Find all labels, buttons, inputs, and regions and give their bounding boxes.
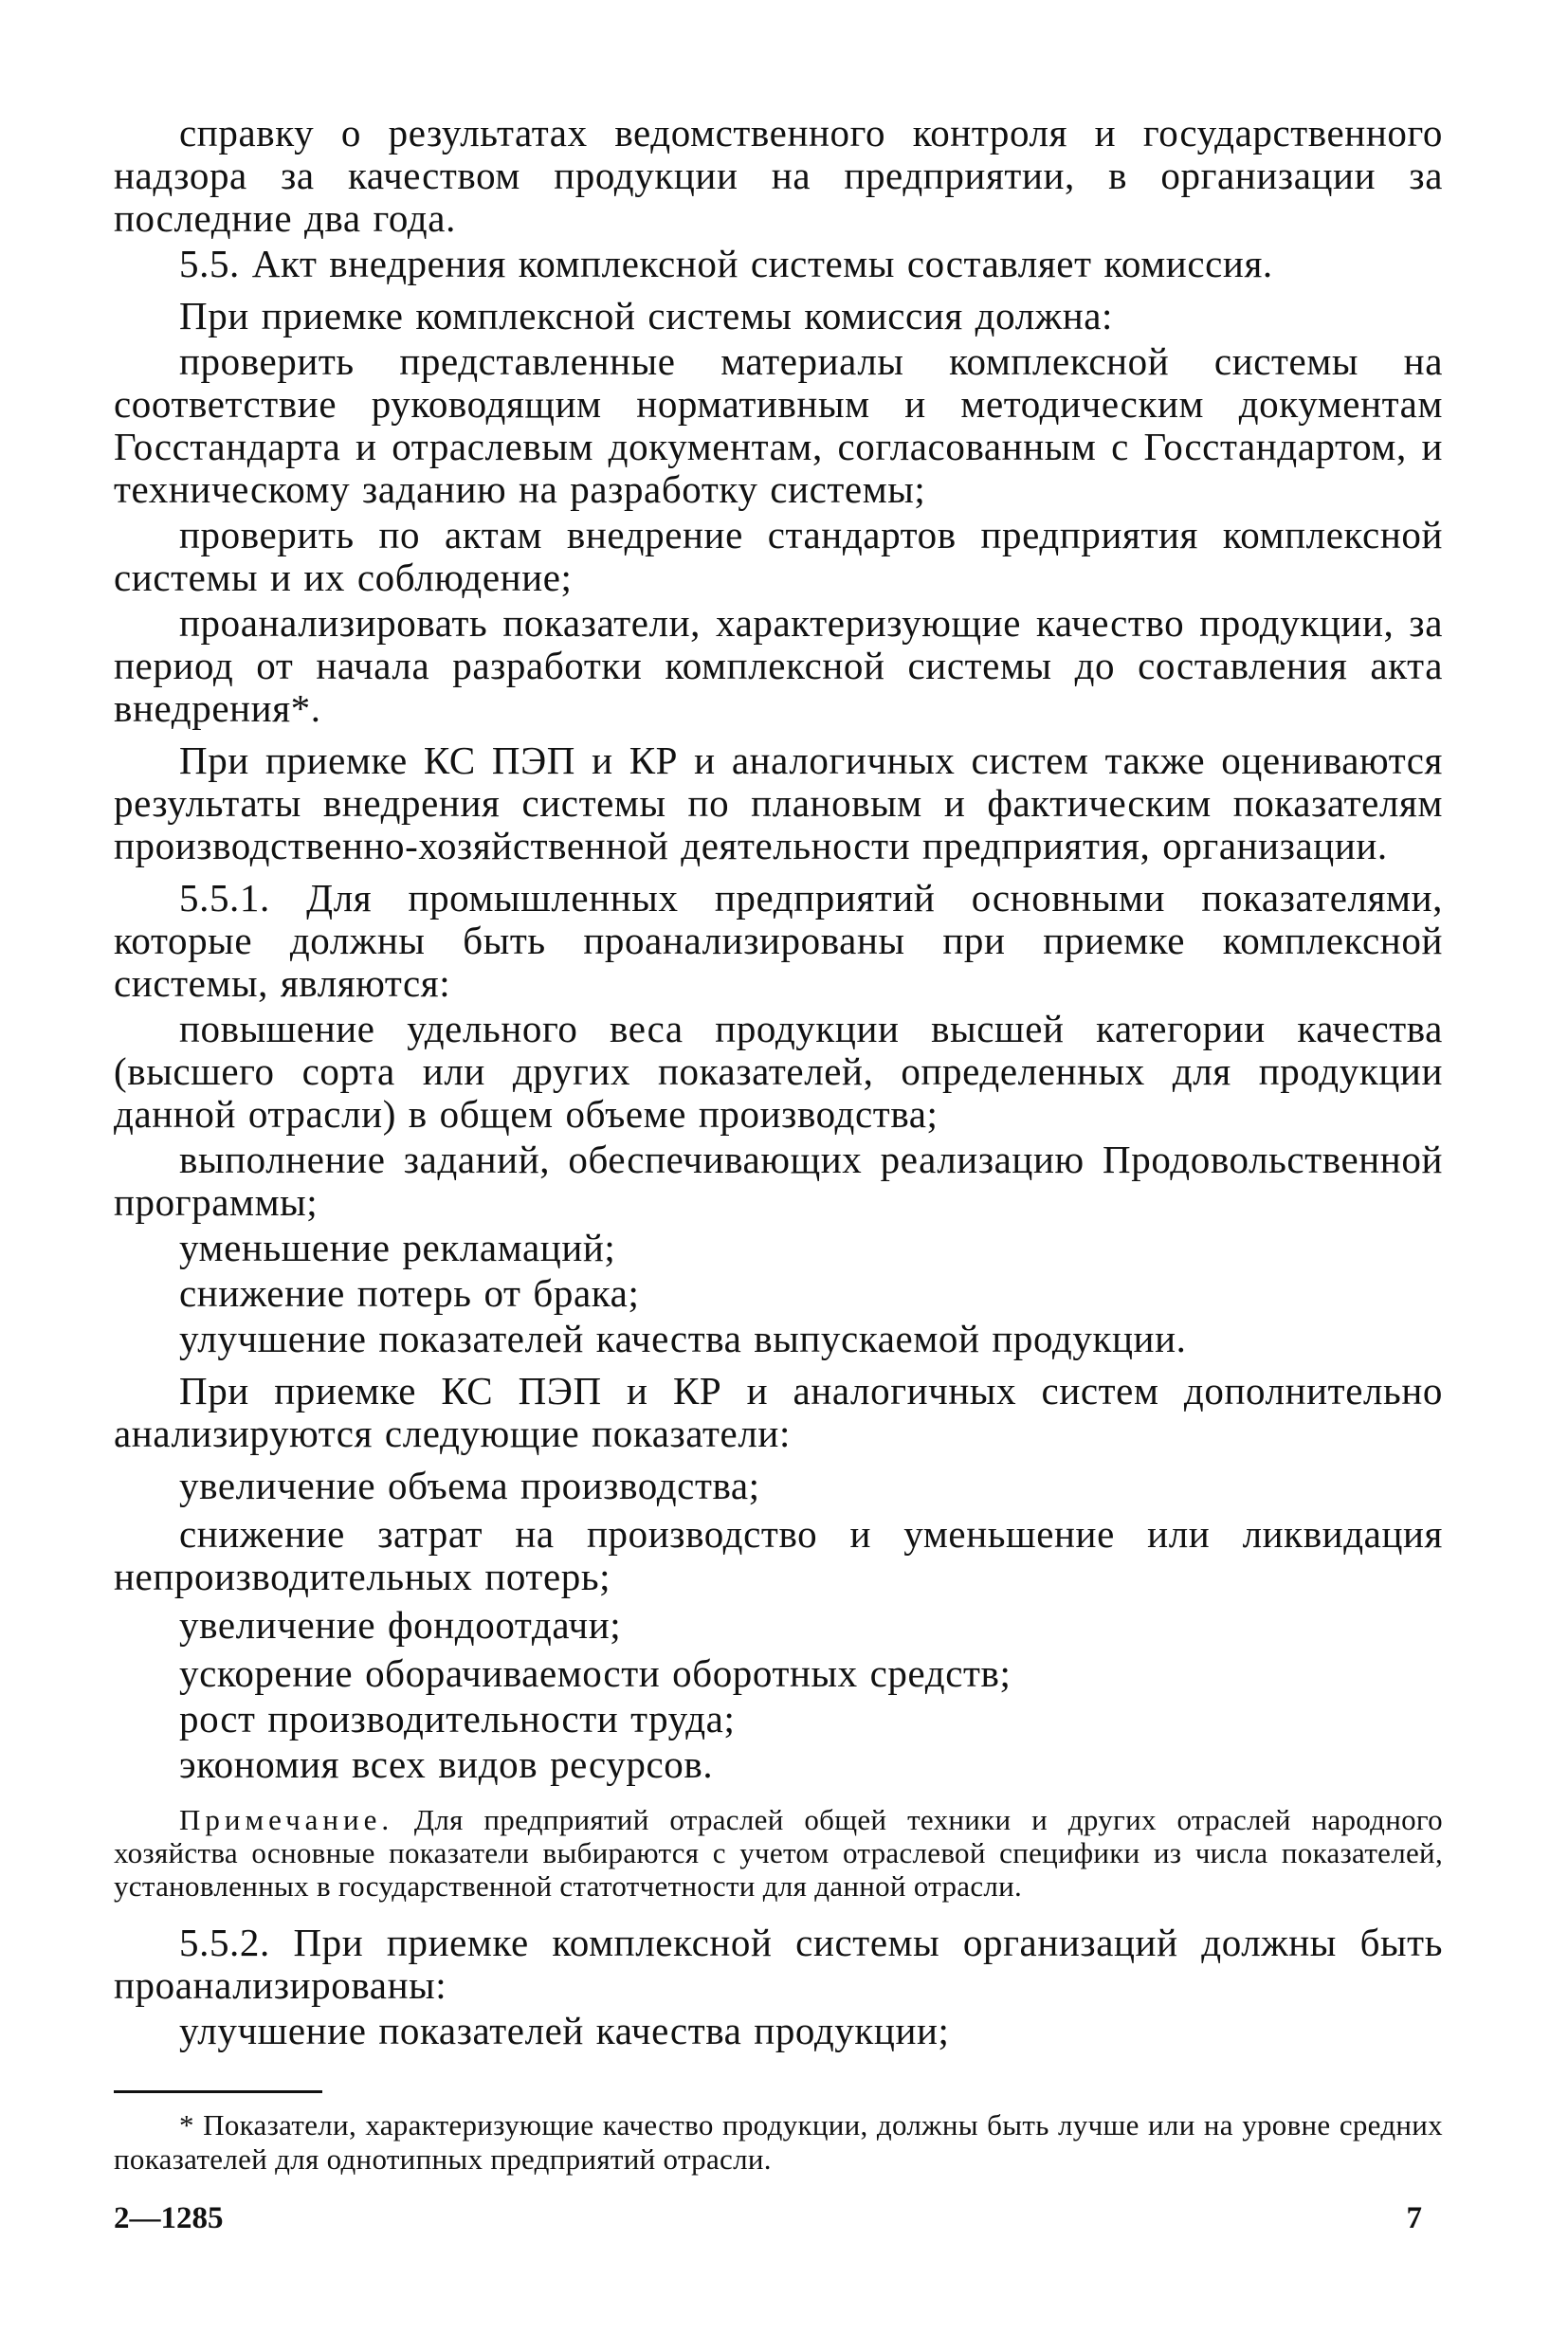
- paragraph-ks-pep-kr: При приемке КС ПЭП и КР и аналогичных систем также оцениваются результаты внедрения системы по плановым и фактическим показателям производственно-хозяйственной деятельности предприятия, организации.: [114, 738, 1443, 867]
- paragraph-additional-indicators: При приемке КС ПЭП и КР и аналогичных систем дополнительно анализируются следующие показатели:: [114, 1369, 1443, 1455]
- list-item-reclamations: уменьшение рекламаций;: [179, 1226, 616, 1269]
- paragraph-continuation: справку о результатах ведомственного контроля и государственного надзора за качеством продукции на предприятии, в организации за последние два года.: [114, 111, 1443, 240]
- list-item-capital-productivity: увеличение фондоотдачи;: [179, 1603, 622, 1647]
- paragraph-5-5-1: 5.5.1. Для промышленных предприятий основными показателями, которые должны быть проанализированы при приемке комплексной системы, являются:: [114, 876, 1443, 1005]
- page-body: [114, 112, 1443, 2177]
- list-item-food-program: выполнение заданий, обеспечивающих реализацию Продовольственной программы;: [114, 1138, 1443, 1224]
- note-text: Для предприятий отраслей общей техники и других отраслей народного хозяйства основные показатели выбираются с учетом отраслевой специфики из числа показателей, установленных в государственной статотчетности для данной отрасли.: [114, 1803, 1443, 1903]
- page-footer: [114, 2201, 1443, 2249]
- note-label: Примечание.: [179, 1803, 394, 1836]
- list-item-labor-productivity: рост производительности труда;: [179, 1697, 736, 1740]
- list-item-quality-indicators: улучшение показателей качества выпускаемой продукции.: [179, 1317, 1187, 1360]
- list-item-resource-saving: экономия всех видов ресурсов.: [179, 1742, 714, 1786]
- list-item-check-acts: проверить по актам внедрение стандартов предприятия комплексной системы и их соблюдение;: [114, 513, 1443, 599]
- page-number: 7: [1406, 2201, 1422, 2235]
- list-item-cost-reduction: снижение затрат на производство и уменьшение или ликвидация непроизводительных потерь;: [114, 1512, 1443, 1598]
- list-item-share-increase: повышение удельного веса продукции высшей категории качества (высшего сорта или других показателей, определенных для продукции данной отрасли) в общем объеме производства;: [114, 1007, 1443, 1136]
- list-item-defect-losses: снижение потерь от брака;: [179, 1271, 640, 1315]
- paragraph-5-5-2: 5.5.2. При приемке комплексной системы организаций должны быть проанализированы:: [114, 1921, 1443, 2007]
- list-item-check-materials: проверить представленные материалы комплексной системы на соответствие руководящим нормативным и методическим документам Госстандарта и отраслевым документам, согласованным с Госстандартом, и техническому заданию на разработку системы;: [114, 339, 1443, 511]
- list-item-analyze-indicators: проанализировать показатели, характеризующие качество продукции, за период от начала разработки комплексной системы до составления акта внедрения*.: [114, 601, 1443, 730]
- list-item-turnover: ускорение оборачиваемости оборотных средств;: [179, 1651, 1012, 1695]
- paragraph-commission-duties: При приемке комплексной системы комиссия должна:: [179, 294, 1114, 337]
- footnote: * Показатели, характеризующие качество продукции, должны быть лучше или на уровне средних показателей для однотипных предприятий отрасли.: [114, 2108, 1443, 2176]
- note-block: [114, 1803, 1443, 1903]
- signature-code: 2—1285: [114, 2201, 224, 2235]
- list-item-org-quality: улучшение показателей качества продукции;: [179, 2009, 950, 2052]
- footnote-divider: [114, 2090, 322, 2093]
- paragraph-5-5: 5.5. Акт внедрения комплексной системы составляет комиссия.: [179, 242, 1273, 285]
- list-item-production-volume: увеличение объема производства;: [179, 1464, 760, 1507]
